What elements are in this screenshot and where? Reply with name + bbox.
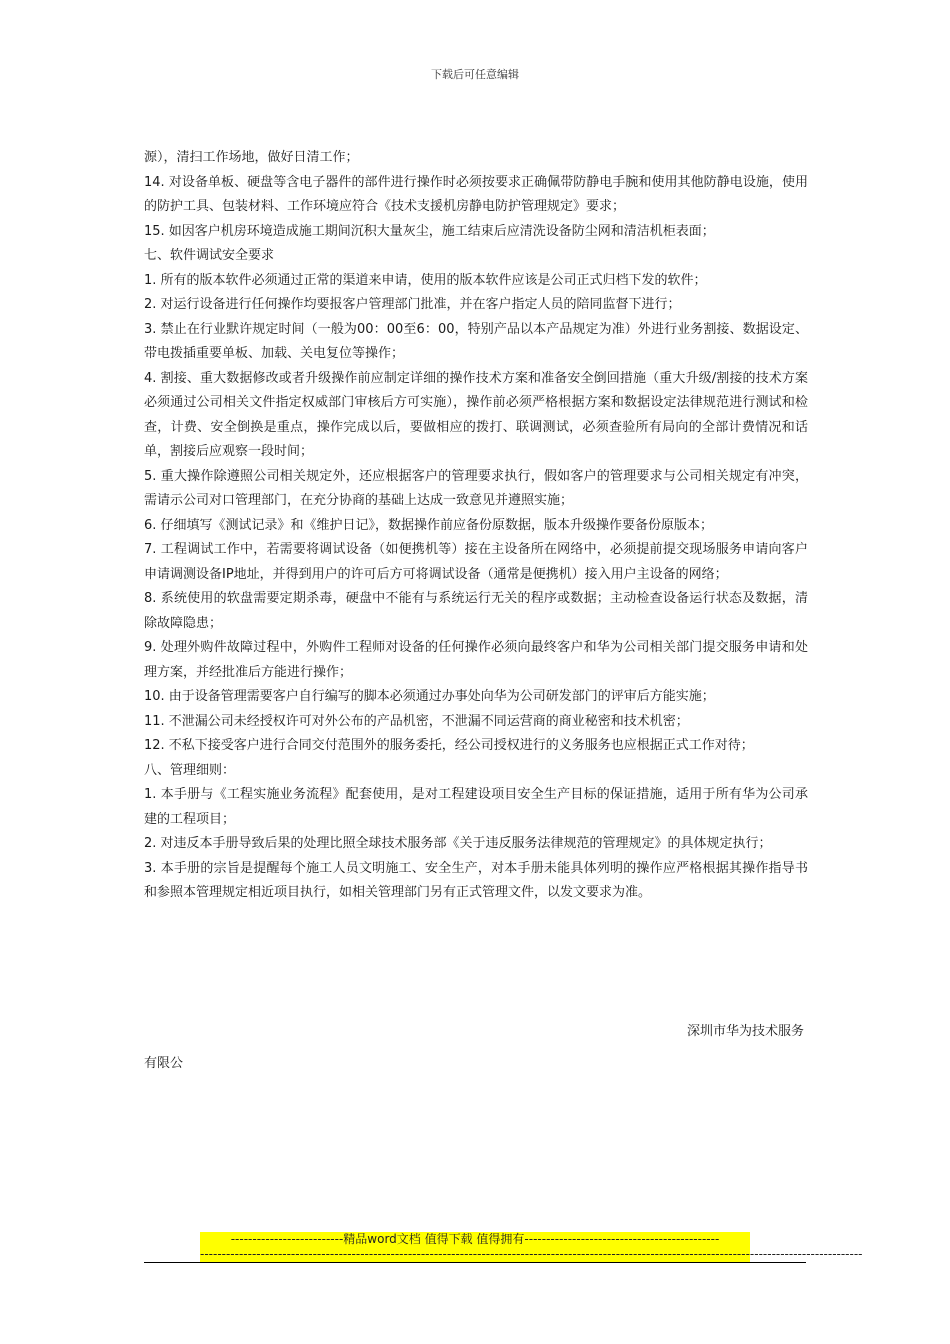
paragraph: 9. 处理外购件故障过程中，外购件工程师对设备的任何操作必须向最终客户和华为公司相关部门提交服务申请和处理方案，并经批准后方能进行操作； [144, 640, 808, 680]
paragraph: 10. 由于设备管理需要客户自行编写的脚本必须通过办事处向华为公司研发部门的评审后方能实施； [144, 689, 715, 704]
paragraph: 4. 割接、重大数据修改或者升级操作前应制定详细的操作技术方案和准备安全倒回措施（重大升级/割接的技术方案必须通过公司相关文件指定权威部门审核后方可实施），操作前必须严格根据方案和数据设定法律规范进行测试和检查，计费、安全倒换是重点，操作完成以后，要做相应的拨打、联调测试，必须查验所有局向的全部计费情况和话单，割接后应观察一段时间； [144, 370, 808, 459]
paragraph: 11. 不泄漏公司未经授权许可对外公布的产品机密，不泄漏不同运营商的商业秘密和技术机密； [144, 713, 689, 729]
paragraph: 2. 对违反本手册导致后果的处理比照全球技术服务部《关于违反服务法律规范的管理规定》的具体规定执行； [144, 836, 772, 851]
paragraph: 5. 重大操作除遵照公司相关规定外，还应根据客户的管理要求执行，假如客户的管理要求与公司相关规定有冲突，需请示公司对口管理部门，在充分协商的基础上达成一致意见并遵照实施； [144, 468, 808, 508]
paragraph: 2. 对运行设备进行任何操作均要报客户管理部门批准，并在客户指定人员的陪同监督下进行； [144, 297, 681, 312]
signature-block [144, 1020, 808, 1076]
page-header: 下载后可任意编辑 [431, 68, 519, 81]
footer-banner-dashes: --------------------------------------------------------------------------------------------------------------------------------------------------------- [200, 1247, 863, 1261]
signature-company-line1: 深圳市华为技术服务 [686, 1024, 804, 1039]
paragraph: 3. 本手册的宗旨是提醒每个施工人员文明施工、安全生产，对本手册未能具体列明的操作应严格根据其操作指导书和参照本管理规定相近项目执行，如相关管理部门另有正式管理文件，以发文要求为准。 [144, 860, 808, 900]
paragraph: 6. 仔细填写《测试记录》和《维护日记》，数据操作前应备份原数据，版本升级操作要备份原版本； [144, 517, 714, 533]
paragraph: 7. 工程调试工作中，若需要将调试设备（如便携机等）接在主设备所在网络中，必须提前提交现场服务申请向客户申请调测设备IP地址，并得到用户的许可后方可将调试设备（通常是便携机）接入用户主设备的网络； [144, 542, 808, 582]
document-body [144, 146, 808, 906]
footer-banner [200, 1232, 863, 1262]
section-heading: 七、软件调试安全要求 [144, 248, 275, 263]
paragraph: 3. 禁止在行业默许规定时间（一般为00：00至6：00，特别产品以本产品规定为准）外进行业务割接、数据设定、带电拨插重要单板、加载、关电复位等操作； [144, 321, 808, 361]
paragraph: 8. 系统使用的软盘需要定期杀毒，硬盘中不能有与系统运行无关的程序或数据；主动检查设备运行状态及数据，清除故障隐患； [144, 591, 808, 631]
paragraph: 14. 对设备单板、硬盘等含电子器件的部件进行操作时必须按要求正确佩带防静电手腕和使用其他防静电设施，使用的防护工具、包装材料、工作环境应符合《技术支援机房静电防护管理规定》要求； [144, 174, 808, 214]
signature-company-line2: 有限公 [144, 1056, 184, 1071]
paragraph: 1. 本手册与《工程实施业务流程》配套使用，是对工程建设项目安全生产目标的保证措施，适用于所有华为公司承建的工程项目； [144, 787, 808, 827]
paragraph: 源），清扫工作场地，做好日清工作； [144, 150, 359, 165]
paragraph: 1. 所有的版本软件必须通过正常的渠道来申请，使用的版本软件应该是公司正式归档下发的软件； [144, 272, 707, 288]
paragraph: 12. 不私下接受客户进行合同交付范围外的服务委托，经公司授权进行的义务服务也应根据正式工作对待； [144, 738, 754, 753]
paragraph: 15. 如因客户机房环境造成施工期间沉积大量灰尘，施工结束后应清洗设备防尘网和清洁机柜表面； [144, 223, 715, 239]
section-heading: 八、管理细则： [144, 762, 236, 778]
footer-divider [144, 1262, 806, 1263]
footer-banner-text: --------------------------精品word文档 值得下载 值得拥有--------------------------------------------- [230, 1232, 720, 1246]
